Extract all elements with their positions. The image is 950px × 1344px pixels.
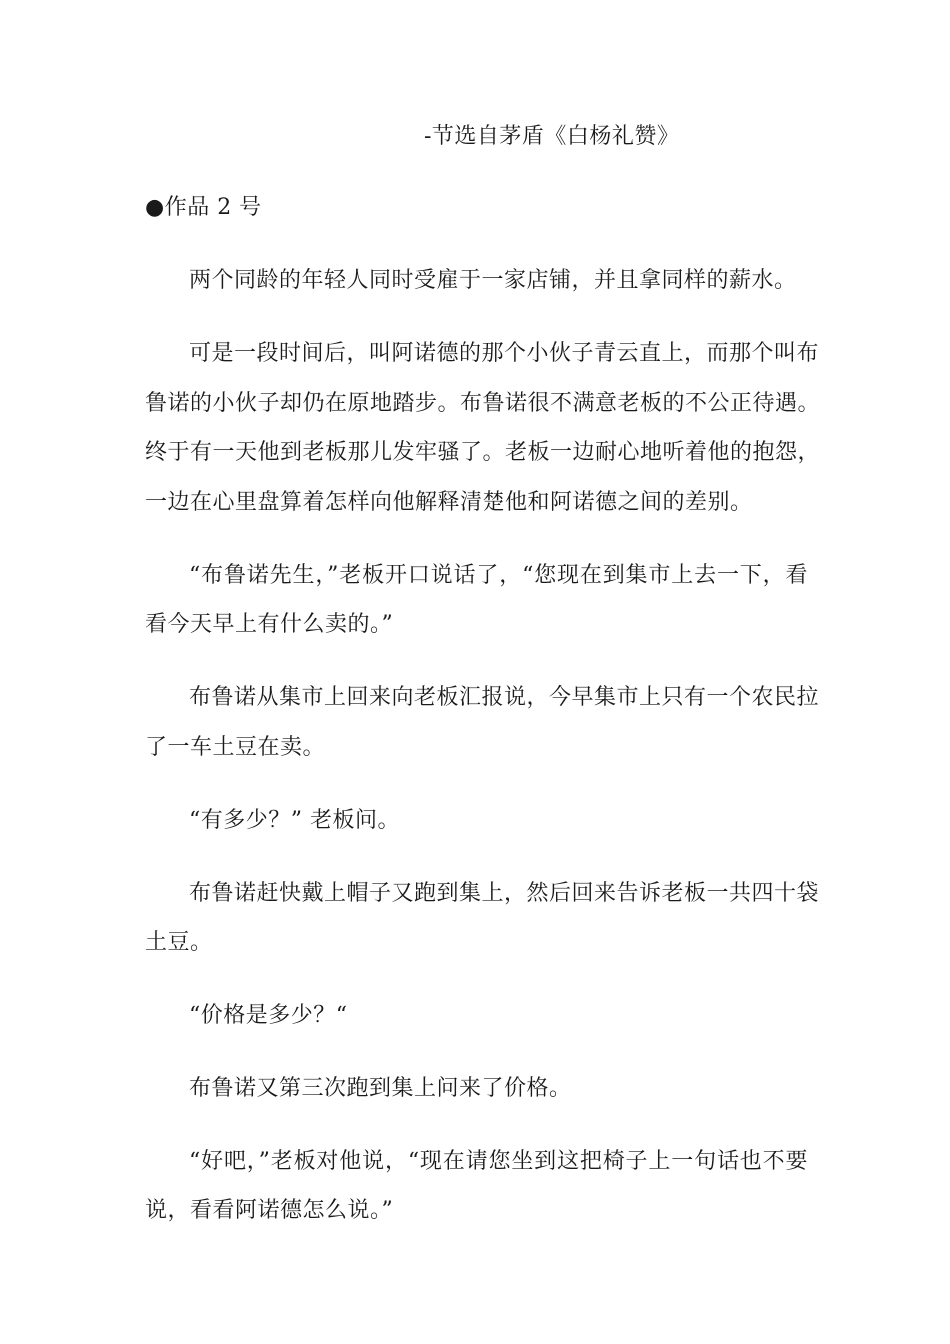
paragraph-line: “布鲁诺先生，”老板开口说话了，“您现在到集市上去一下，看 [189,563,808,588]
section-heading: ●作品 2 号 [145,195,262,220]
paragraph-line: 土豆。 [145,930,213,955]
paragraph-line: 鲁诺的小伙子却仍在原地踏步。布鲁诺很不满意老板的不公正待遇。 [145,391,821,416]
paragraph-line: 了一车土豆在卖。 [145,735,326,760]
paragraph-line: 布鲁诺赶快戴上帽子又跑到集上，然后回来告诉老板一共四十袋 [189,881,820,906]
paragraph-line: “价格是多少？“ [189,1003,348,1028]
paragraph-line: 布鲁诺从集市上回来向老板汇报说，今早集市上只有一个农民拉 [189,685,820,710]
paragraph-line: 可是一段时间后，叫阿诺德的那个小伙子青云直上，而那个叫布 [189,341,820,366]
paragraph-line: “有多少？” 老板问。 [189,808,400,833]
paragraph-line: 布鲁诺又第三次跑到集上问来了价格。 [189,1076,572,1101]
paragraph-line: “好吧，”老板对他说，“现在请您坐到这把椅子上一句话也不要 [189,1149,808,1174]
paragraph-line: 看今天早上有什么卖的。” [145,612,394,637]
paragraph-line: 两个同龄的年轻人同时受雇于一家店铺，并且拿同样的薪水。 [189,268,797,293]
paragraph-line: 一边在心里盘算着怎样向他解释清楚他和阿诺德之间的差别。 [145,490,753,515]
paragraph-line: 说，看看阿诺德怎么说。” [145,1198,394,1223]
source-attribution: -节选自茅盾《白杨礼赞》 [424,124,680,149]
paragraph-line: 终于有一天他到老板那儿发牢骚了。老板一边耐心地听着他的抱怨， [145,440,821,465]
